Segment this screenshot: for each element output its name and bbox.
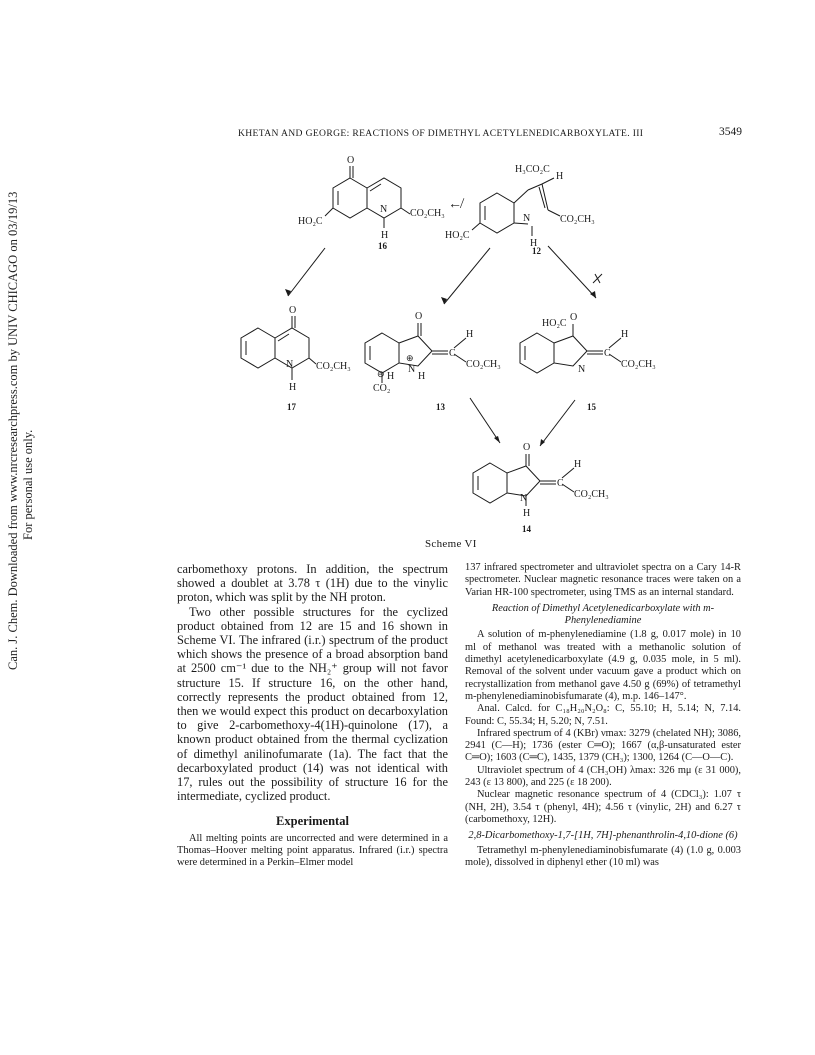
- carboxyl-label: HO₂C: [298, 216, 323, 227]
- page-number: 3549: [719, 126, 742, 138]
- oxygen-label: O: [570, 312, 578, 323]
- hydrogen-label: H: [530, 238, 538, 249]
- oxygen-label: O: [289, 305, 297, 316]
- nitrogen-label: N: [286, 359, 294, 370]
- positive-charge: ⊕: [406, 353, 414, 363]
- right-column: [465, 562, 741, 869]
- left-column: [177, 562, 448, 870]
- carbon-label: C: [449, 348, 456, 359]
- compound-12-number: 12: [532, 246, 541, 256]
- compound-16-number: 16: [378, 241, 387, 251]
- subsection-heading: 2,8-Dicarbomethoxy-1,7-[1H, 7H]-phenanthrolin-4,10-dione (6): [468, 830, 738, 842]
- hydrogen-label: H: [523, 508, 531, 519]
- ester-label: CO₂CH₃: [466, 359, 501, 370]
- nitrogen-label: N: [408, 364, 416, 375]
- body-paragraph: Anal. Calcd. for C₁₈H₂₀N₂O₈: C, 55.10; H, 5.14; N, 7.14. Found: C, 55.34; H, 5.20; N, 7.51.: [465, 703, 741, 727]
- running-head: KHETAN AND GEORGE: REACTIONS OF DIMETHYL ACETYLENEDICARBOXYLATE. III: [238, 128, 644, 139]
- carboxyl-label: HO₂C: [542, 318, 567, 329]
- section-heading: Experimental: [276, 814, 349, 829]
- nitrogen-label: N: [523, 213, 531, 224]
- hydrogen-label: H: [556, 171, 564, 182]
- carboxylate-label: CO₂: [373, 383, 391, 394]
- oxygen-label: O: [347, 155, 355, 166]
- nitrogen-label: N: [578, 364, 586, 375]
- hydrogen-label: H: [621, 329, 629, 340]
- hydrogen-label: H: [466, 329, 474, 340]
- nitrogen-label: N: [520, 493, 528, 504]
- body-paragraph: A solution of m-phenylenediamine (1.8 g, 0.017 mole) in 10 ml of methanol was treated with a methanolic solution of dimethyl acetylenedicarboxylate (4.9 g, 0.035 mole, in 5 ml). Removal of the solvent under vacuum gave a product which on recrystallization from methanol gave 4.50 g (69%) of tetramethyl m-phenylenediaminobisfumarate (4), m.p. 146–147°.: [465, 629, 741, 702]
- blocked-arrow: ↚: [448, 197, 462, 212]
- personal-use-notice: For personal use only.: [21, 429, 35, 540]
- body-paragraph: 137 infrared spectrometer and ultraviolet spectra on a Cary 14-R spectrometer. Nuclear magnetic resonance traces were taken on a Varian HR-100 spectrometer, using TMS as an internal standard.: [465, 562, 741, 598]
- subsection-heading: Reaction of Dimethyl Acetylenedicarboxylate with m-Phenylenediamine: [491, 602, 715, 627]
- compound-15-number: 15: [587, 402, 596, 412]
- reaction-scheme: [170, 148, 750, 538]
- body-paragraph: Tetramethyl m-phenylenediaminobisfumarate (4) (1.0 g, 0.003 mole), dissolved in diphenyl ether (10 ml) was: [465, 844, 741, 868]
- download-notice: Can. J. Chem. Downloaded from www.nrcresearchpress.com by UNIV CHICAGO on 03/19/13: [6, 191, 20, 670]
- hydrogen-label: H: [289, 382, 297, 393]
- body-paragraph: Two other possible structures for the cyclized product obtained from 12 are 15 and 16 shown in Scheme VI. The infrared (i.r.) spectrum of the product which shows the presence of a broad absorption band at 2500 cm⁻¹ due to the NH₂⁺ group will not favor structure 15. If structure 16, on the other hand, correctly represents the product obtained from 12, then we would expect this product on decarboxylation to give 2-carbomethoxy-4(1H)-quinolone (17), a known product obtained from the thermal cyclization of dimethyl anilinofumarate (1a). The fact that the decarboxylated product (14) was not identical with 17, rules out the possibility of structure 16 for the intermediate, cyclized product.: [177, 604, 448, 804]
- oxygen-label: O: [523, 442, 531, 453]
- carbon-label: C: [604, 348, 611, 359]
- body-paragraph: carbomethoxy protons. In addition, the spectrum showed a doublet at 3.78 τ (1H) due to the vinylic proton, which was split by the NH proton.: [177, 562, 448, 605]
- ester-label: CO₂CH₃: [316, 361, 351, 372]
- body-paragraph: Nuclear magnetic resonance spectrum of 4 (CDCl₃): 1.07 τ (NH, 2H), 3.54 τ (phenyl, 4H); 4.56 τ (vinylic, 2H) and 6.27 τ (carbomethoxy, 12H).: [465, 789, 741, 825]
- download-watermark: [2, 191, 42, 670]
- hydrogen-label: H: [387, 371, 395, 382]
- carboxyl-label: HO₂C: [445, 230, 470, 241]
- hydrogen-label: H: [418, 371, 426, 382]
- body-paragraph: Ultraviolet spectrum of 4 (CH₃OH) λmax: 326 mμ (ε 31 000), 243 (ε 13 800), and 225 (ε 18 200).: [465, 764, 741, 789]
- compound-17-number: 17: [287, 402, 296, 412]
- negative-charge: ⊖: [377, 369, 385, 379]
- scheme-caption: Scheme VI: [425, 538, 477, 550]
- page-header: [238, 126, 742, 142]
- body-paragraph: All melting points are uncorrected and were determined in a Thomas–Hoover melting point apparatus. Infrared (i.r.) spectra were determined in a Perkin–Elmer model: [177, 832, 448, 869]
- compound-14-number: 14: [522, 524, 531, 534]
- ester-label: CO₂CH₃: [560, 214, 595, 225]
- methyl-ester-label: H₃CO₂C: [515, 164, 550, 175]
- compound-13-number: 13: [436, 402, 445, 412]
- hydrogen-label: H: [574, 459, 582, 470]
- hydrogen-label: H: [381, 230, 389, 241]
- ester-label: CO₂CH₃: [574, 489, 609, 500]
- nitrogen-label: N: [380, 204, 388, 215]
- ester-label: CO₂CH₃: [410, 208, 445, 219]
- ester-label: CO₂CH₃: [621, 359, 656, 370]
- body-paragraph: Infrared spectrum of 4 (KBr) νmax: 3279 (chelated NH); 3086, 2941 (C—H); 1736 (ester C═O); 1667 (α,β-unsaturated ester C═O); 1603 (C═C), 1435, 1379 (CH₃); 1300, 1264 (C—O—C).: [465, 727, 741, 764]
- carbon-label: C: [557, 478, 564, 489]
- oxygen-label: O: [415, 311, 423, 322]
